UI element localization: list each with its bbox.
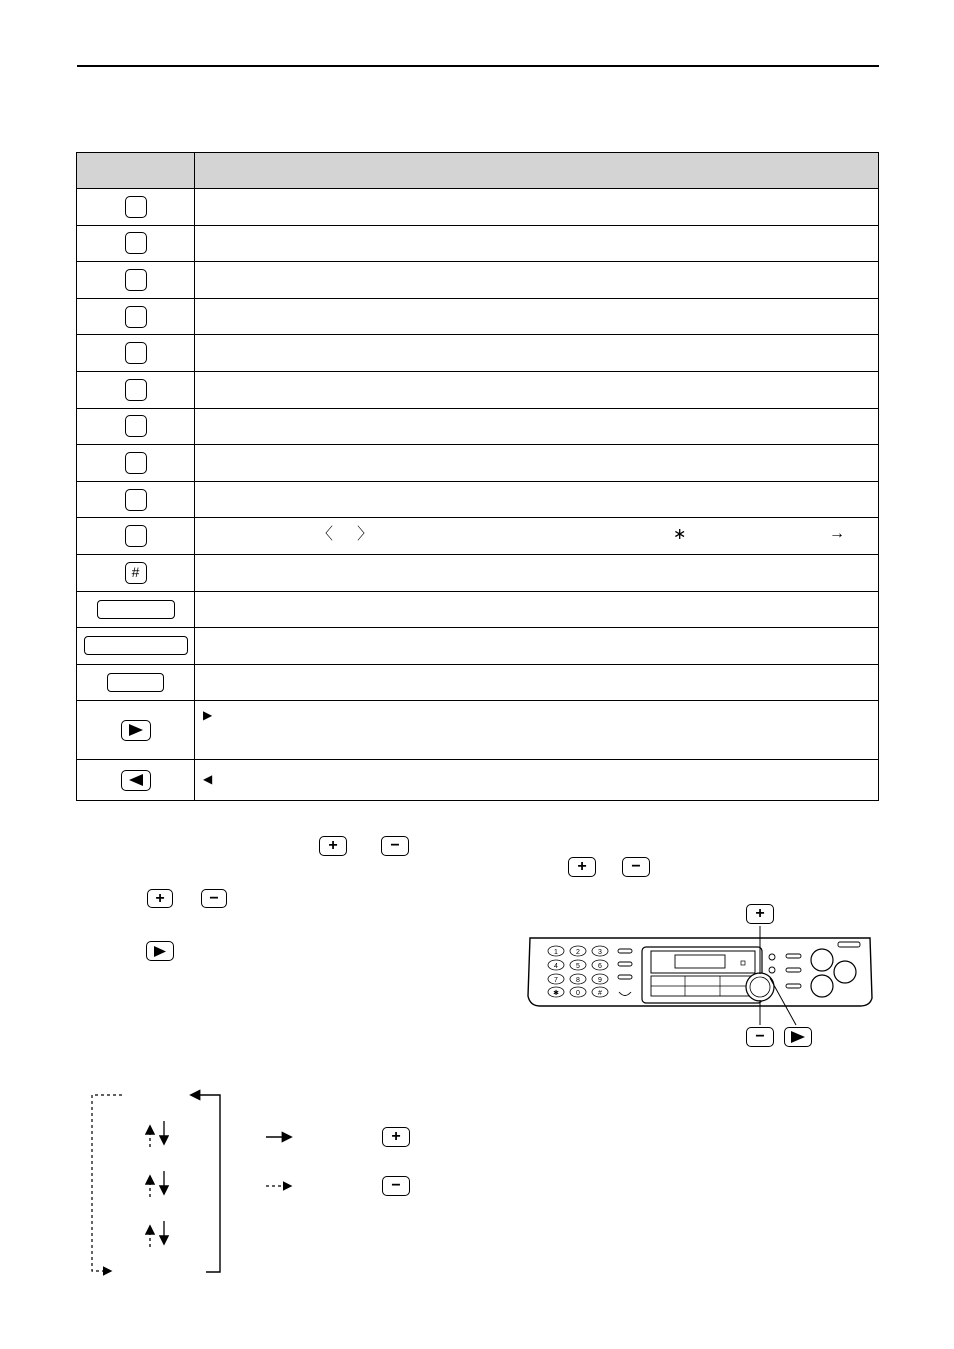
table-row	[77, 760, 879, 801]
keypad-2: 2	[576, 949, 580, 956]
medium-key-button[interactable]	[107, 673, 164, 692]
play-left-glyph: ◀	[203, 772, 213, 787]
rewind-key-button[interactable]	[121, 770, 151, 791]
table-row	[77, 298, 879, 335]
wide-key-button[interactable]	[97, 600, 175, 619]
key-button[interactable]	[125, 232, 147, 254]
arrow-glyph: →	[829, 525, 845, 543]
key-button[interactable]	[125, 452, 147, 474]
minus-button[interactable]: −	[381, 836, 409, 856]
table-row	[77, 518, 879, 555]
table-row	[77, 481, 879, 518]
plus-button[interactable]: +	[568, 857, 596, 877]
header-cell-key	[77, 153, 195, 189]
wider-key-button[interactable]	[84, 636, 188, 655]
table-row	[77, 445, 879, 482]
keypad-hash: #	[598, 990, 602, 997]
table-header-row	[77, 153, 879, 189]
key-button[interactable]	[125, 196, 147, 218]
table-row	[77, 225, 879, 262]
key-table	[76, 152, 879, 801]
header-cell-description	[195, 153, 879, 189]
table-row	[77, 554, 879, 591]
table-row	[77, 408, 879, 445]
keypad-1: 1	[554, 949, 558, 956]
key-button[interactable]	[125, 342, 147, 364]
fax-control-panel-illustration	[520, 898, 880, 1050]
plus-button[interactable]: +	[746, 904, 774, 924]
keypad-4: 4	[554, 963, 558, 970]
table-row	[77, 189, 879, 226]
minus-button[interactable]: −	[622, 857, 650, 877]
table-row	[77, 591, 879, 628]
table-row	[77, 262, 879, 299]
table-row	[77, 664, 879, 701]
keypad-3: 3	[598, 949, 602, 956]
play-button[interactable]	[784, 1027, 812, 1047]
table-row	[77, 628, 879, 665]
keypad-0: 0	[576, 990, 580, 997]
top-rule	[77, 65, 879, 67]
key-button[interactable]	[125, 525, 147, 547]
keypad-7: 7	[554, 977, 558, 984]
table-row	[77, 371, 879, 408]
table-row	[77, 335, 879, 372]
play-right-icon	[790, 1031, 806, 1043]
key-button[interactable]	[125, 379, 147, 401]
key-button[interactable]	[125, 489, 147, 511]
left-angle-glyph: 〈	[317, 526, 334, 544]
minus-button[interactable]: −	[746, 1027, 774, 1047]
play-right-icon	[128, 724, 144, 736]
play-button[interactable]	[146, 941, 174, 961]
plus-button[interactable]: +	[319, 836, 347, 856]
play-left-icon	[128, 774, 144, 786]
play-key-button[interactable]	[121, 720, 151, 741]
key-button[interactable]	[125, 306, 147, 328]
minus-button[interactable]: −	[382, 1176, 410, 1196]
key-button[interactable]	[125, 269, 147, 291]
minus-button[interactable]: −	[201, 889, 227, 908]
play-right-icon	[153, 946, 167, 957]
right-angle-glyph: 〉	[357, 526, 374, 544]
keypad-6: 6	[598, 963, 602, 970]
key-button[interactable]	[125, 415, 147, 437]
star-glyph: ∗	[673, 526, 687, 544]
hash-key-button[interactable]: #	[125, 562, 147, 584]
keypad-9: 9	[598, 977, 602, 984]
keypad-5: 5	[576, 963, 580, 970]
keypad-star: ✱	[553, 990, 559, 997]
table-row	[77, 701, 879, 760]
plus-button[interactable]: +	[147, 889, 173, 908]
keypad-8: 8	[576, 977, 580, 984]
plus-button[interactable]: +	[382, 1127, 410, 1147]
play-right-glyph: ▶	[203, 708, 213, 723]
